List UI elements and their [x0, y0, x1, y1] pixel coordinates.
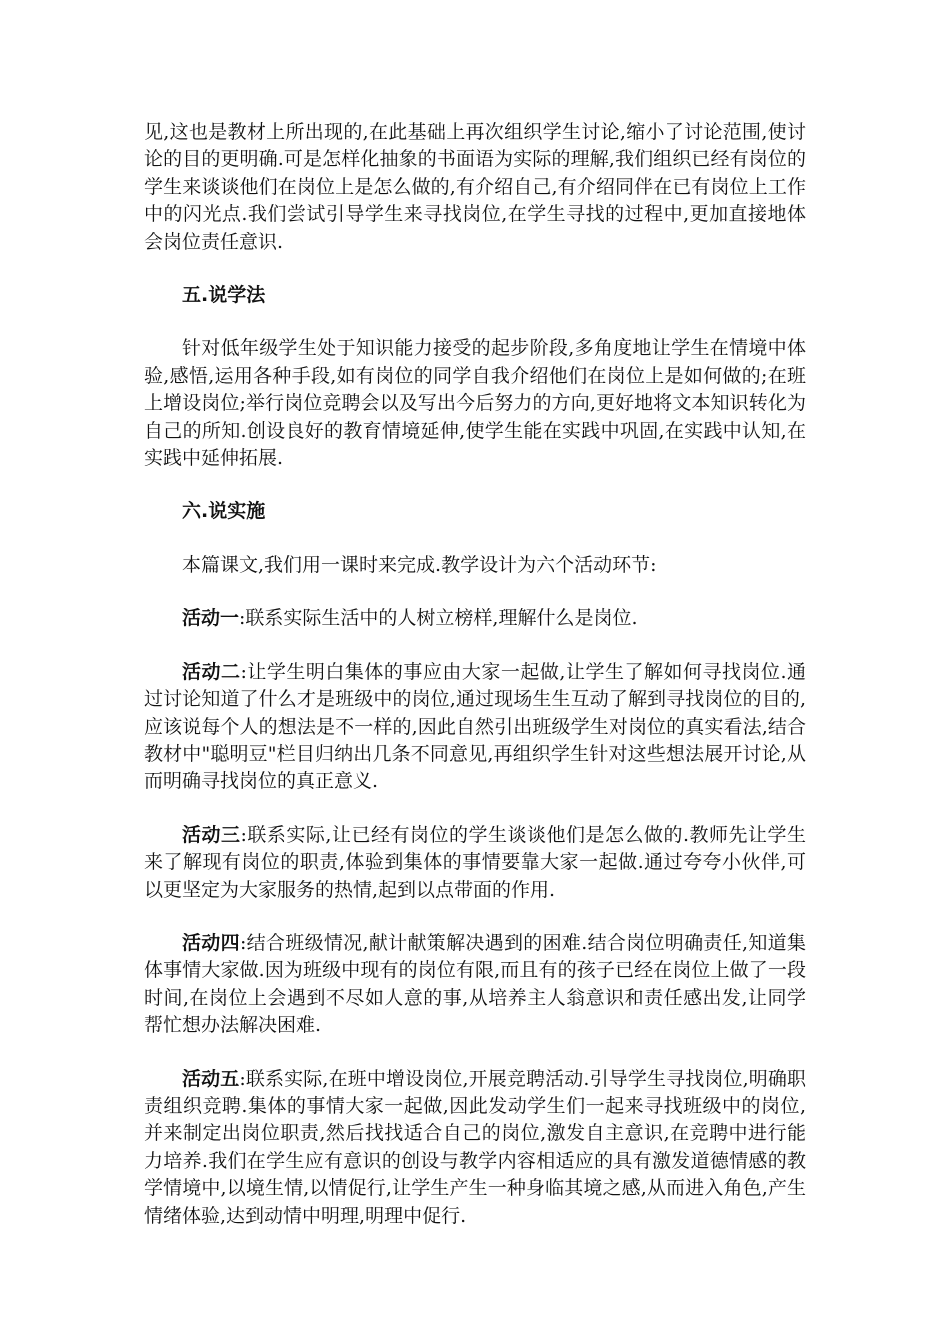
activity-1-text: :联系实际生活中的人树立榜样,理解什么是岗位. — [239, 607, 638, 630]
activity-2-text: :让学生明白集体的事应由大家一起做,让学生了解如何寻找岗位.通过讨论知道了什么才是班级中的岗位,通过现场生生互动了解到寻找岗位的目的,应该说每个人的想法是不一样的,因此自然引出班级学生对岗位的真实看法,结合教材中"聪明豆"栏目归纳出几条不同意见,再组织学生针对这些想法展开讨论,从而明确寻找岗位的真正意义. — [144, 660, 806, 793]
activity-1-label: 活动一 — [182, 607, 240, 630]
activity-3-text: :联系实际,让已经有岗位的学生谈谈他们是怎么做的.教师先让学生来了解现有岗位的职责,体验到集体的事情要靠大家一起做.通过夸夸小伙伴,可以更坚定为大家服务的热情,起到以点带面的作用. — [144, 823, 806, 901]
implementation-intro: 本篇课文,我们用一课时来完成.教学设计为六个活动环节: — [182, 553, 657, 576]
activity-3-paragraph — [144, 822, 806, 904]
activity-2-label: 活动二 — [182, 660, 241, 683]
section-heading-implementation: 六.说实施 — [182, 500, 266, 523]
document-body — [144, 119, 806, 1230]
section-heading-learning-method: 五.说学法 — [182, 284, 266, 307]
activity-5-paragraph — [144, 1066, 806, 1230]
activity-4-paragraph — [144, 930, 806, 1040]
intro-paragraph: 见,这也是教材上所出现的,在此基础上再次组织学生讨论,缩小了讨论范围,使讨论的目的更明确.可是怎样化抽象的书面语为实际的理解,我们组织已经有岗位的学生来谈谈他们在岗位上是怎么做的,有介绍自己,有介绍同伴在已有岗位上工作中的闪光点.我们尝试引导学生来寻找岗位,在学生寻找的过程中,更加直接地体会岗位责任意识. — [144, 121, 806, 253]
learning-method-paragraph: 针对低年级学生处于知识能力接受的起步阶段,多角度地让学生在情境中体验,感悟,运用各种手段,如有岗位的同学自我介绍他们在岗位上是如何做的;在班上增设岗位;举行岗位竞聘会以及写出今后努力的方向,更好地将文本知识转化为自己的所知.创设良好的教育情境延伸,使学生能在实践中巩固,在实践中认知,在实践中延伸拓展. — [144, 337, 806, 470]
activity-3-label: 活动三 — [182, 823, 241, 846]
activity-4-text: :结合班级情况,献计献策解决遇到的困难.结合岗位明确责任,知道集体事情大家做.因为班级中现有的岗位有限,而且有的孩子已经在岗位上做了一段时间,在岗位上会遇到不尽如人意的事,从培养主人翁意识和责任感出发,让同学帮忙想办法解决困难. — [144, 931, 806, 1037]
activity-5-label: 活动五 — [182, 1067, 240, 1090]
activity-2-paragraph — [144, 659, 806, 796]
activity-5-text: :联系实际,在班中增设岗位,开展竞聘活动.引导学生寻找岗位,明确职责组织竞聘.集体的事情大家一起做,因此发动学生们一起来寻找班级中的岗位,并来制定出岗位职责,然后找找适合自己的岗位,激发自主意识,在竞聘中进行能力培养.我们在学生应有意识的创设与教学内容相适应的具有激发道德情感的教学情境中,以境生情,以情促行,让学生产生一种身临其境之感,从而进入角色,产生情绪体验,达到动情中明理,明理中促行. — [144, 1067, 806, 1227]
activity-4-label: 活动四 — [182, 931, 240, 954]
activity-1-paragraph — [144, 605, 806, 632]
